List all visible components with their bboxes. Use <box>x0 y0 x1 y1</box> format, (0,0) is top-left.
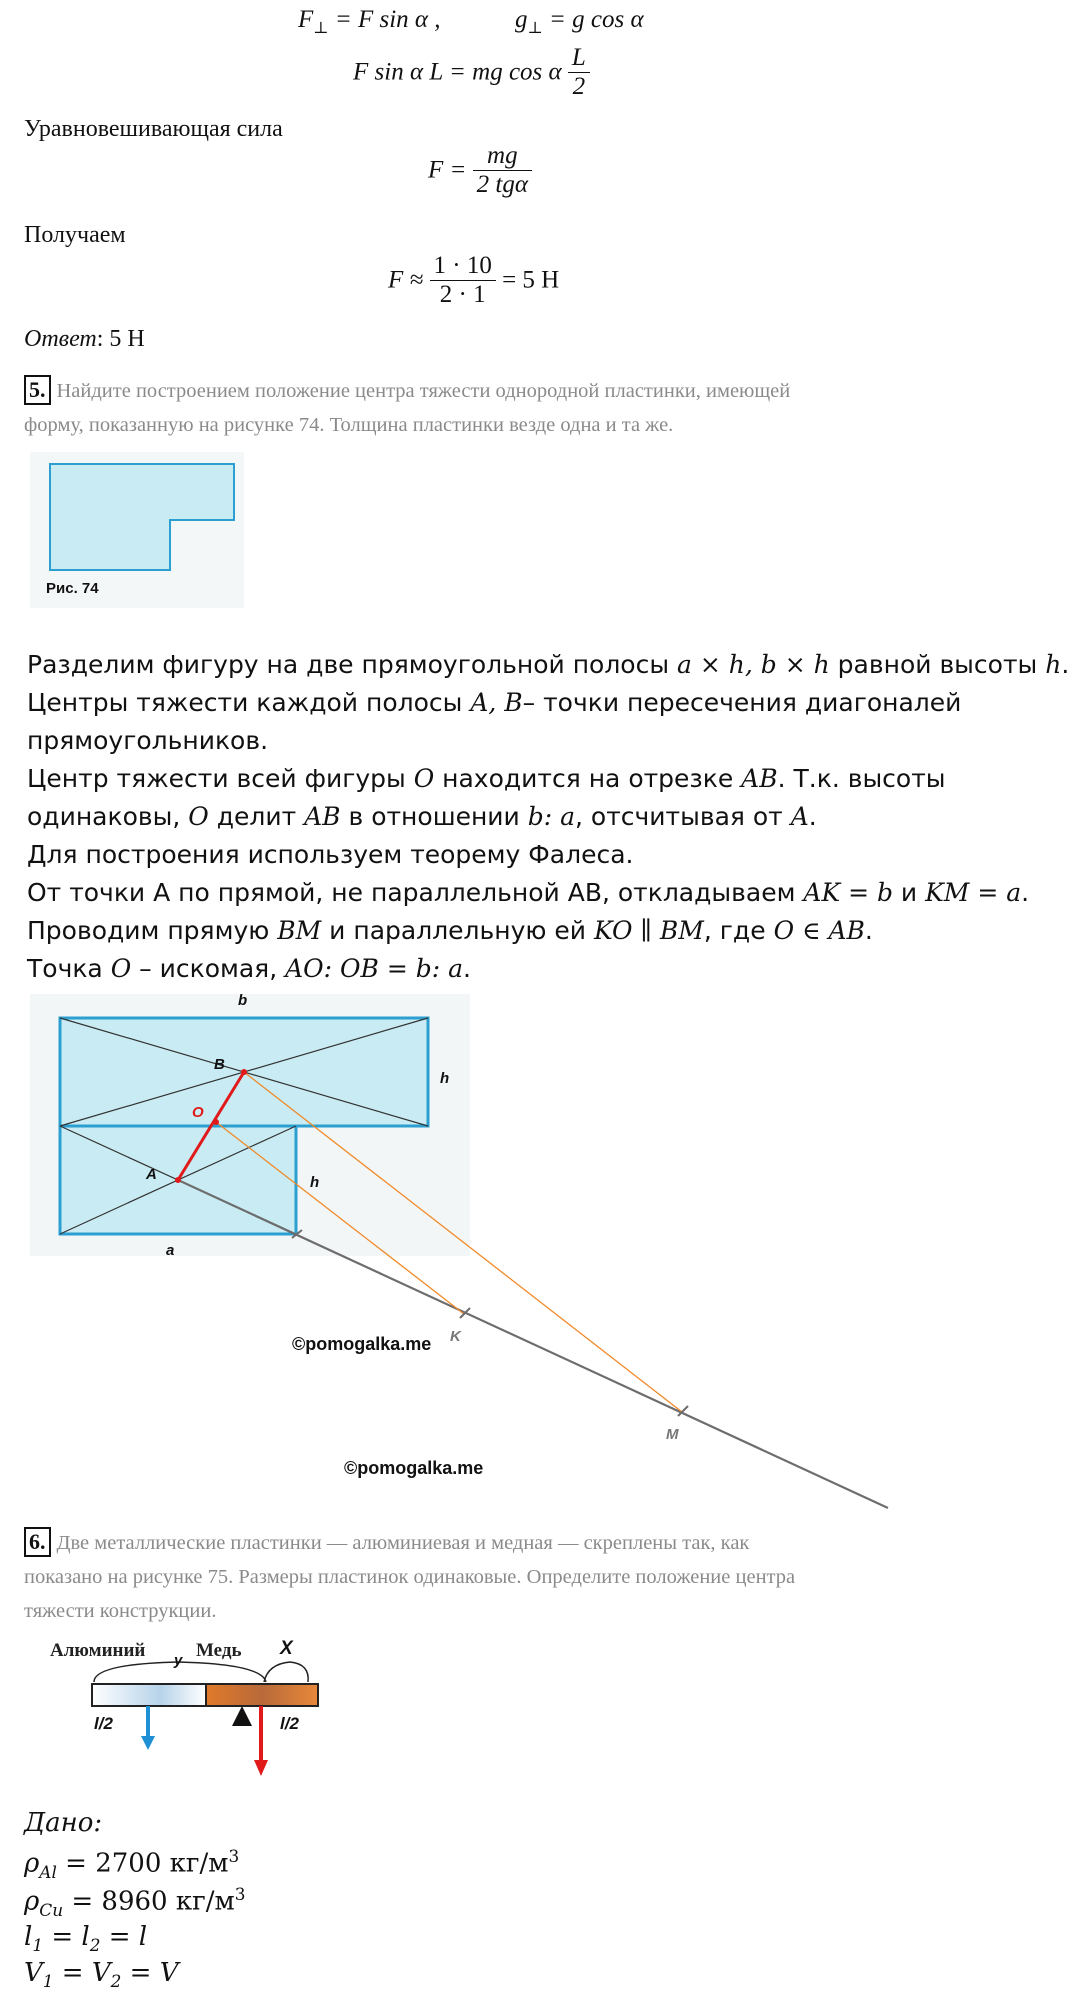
formula-f-perp: $F_\perp = F$ sin α , <box>298 6 441 37</box>
solution5-line4: Центр тяжести всей фигуры O находится на отрезке AB. Т.к. высоты <box>27 764 946 793</box>
diagram-label-h-mid: h <box>310 1174 320 1191</box>
watermark-1: ©pomogalka.me <box>292 1334 432 1354</box>
diagram-label-O: O <box>192 1104 204 1121</box>
task6-statement: 6. Две металлические пластинки — алюминиевая и медная — скреплены так, как показано на рисунке 75. Размеры пластинок одинаковые. Определите положение центра тяжести конструкции. <box>24 1529 796 1622</box>
solution5-line8: Проводим прямую BM и параллельную ей KO ∥ BM, где O ∈ AB. <box>27 916 873 945</box>
construction-svg <box>30 994 930 1514</box>
construction-diagram <box>30 994 930 1514</box>
solution5-line1: Разделим фигуру на две прямоугольной полосы a × h, b × h равной высоты h. <box>27 650 1069 679</box>
diagram-label-a: a <box>166 1242 175 1259</box>
figure-74-caption: Рис. 74 <box>46 580 99 597</box>
figure-75-aluminum: Алюминий <box>50 1640 146 1661</box>
solution5-line3: прямоугольников. <box>27 726 269 755</box>
task6-number: 6. <box>24 1527 51 1557</box>
figure-75-l2-right: l/2 <box>280 1714 299 1733</box>
solution5-line5: одинаковы, O делит AB в отношении b: a, отсчитывая от A. <box>27 802 817 831</box>
task5-statement: 5. Найдите построением положение центра тяжести однородной пластинки, имеющей форму, показанную на рисунке 74. Толщина пластинки везде одна и та же. <box>24 377 791 436</box>
diagram-label-h-right: h <box>440 1070 450 1087</box>
diagram-label-M: M <box>666 1426 679 1443</box>
solution5-line7: От точки А по прямой, не параллельной АВ, откладываем AK = b и KM = a. <box>27 878 1030 907</box>
formula-moment-balance: F sin α L = mg cos α $\frac{L}{2}$ <box>353 44 590 101</box>
figure-75-copper: Медь <box>196 1640 242 1661</box>
figure-75 <box>28 1634 338 1784</box>
diagram-label-B: B <box>214 1056 225 1073</box>
answer-line: Ответ: 5 Н <box>24 326 145 352</box>
task5-number: 5. <box>24 375 51 405</box>
figure-75-y: y <box>174 1652 183 1669</box>
formula-balancing-force: F = $\frac{mg}{\text{2 tgα}}$ <box>428 142 532 199</box>
solution5-line2: Центры тяжести каждой полосы A, B– точки пересечения диагоналей <box>27 688 962 717</box>
figure-75-x: X <box>280 1638 293 1659</box>
figure-75-l2-left: l/2 <box>94 1714 113 1733</box>
figure-74 <box>30 452 244 608</box>
diagram-label-A: A <box>146 1166 157 1183</box>
given-rho-cu: $\rho_{Cu} = 8960$ $кг/м^3$ <box>24 1884 246 1920</box>
result-label: Получаем <box>24 222 126 248</box>
watermark-2: ©pomogalka.me <box>344 1458 484 1478</box>
given-volumes: $V_1 = V_2 = V$ <box>24 1958 179 1992</box>
diagram-label-b: b <box>238 992 248 1009</box>
formula-result: F ≈ $\frac{1 \cdot 10}{2 \cdot 1}$ = 5 Н <box>388 252 560 308</box>
given-rho-al: $\rho_{Al} = 2700$ $кг/м^3$ <box>24 1846 240 1882</box>
formula-g-perp: $g_\perp = g$ cos α <box>515 6 644 37</box>
diagram-label-K: K <box>450 1328 461 1345</box>
given-lengths: $l_1 = l_2 = l$ <box>24 1922 148 1956</box>
solution5-line6: Для построения используем теорему Фалеса. <box>27 840 634 869</box>
solution5-line9: Точка O – искомая, AO: OB = b: a. <box>27 954 471 983</box>
given-label: Дано: <box>24 1808 103 1838</box>
balancing-label: Уравновешивающая сила <box>24 116 283 142</box>
